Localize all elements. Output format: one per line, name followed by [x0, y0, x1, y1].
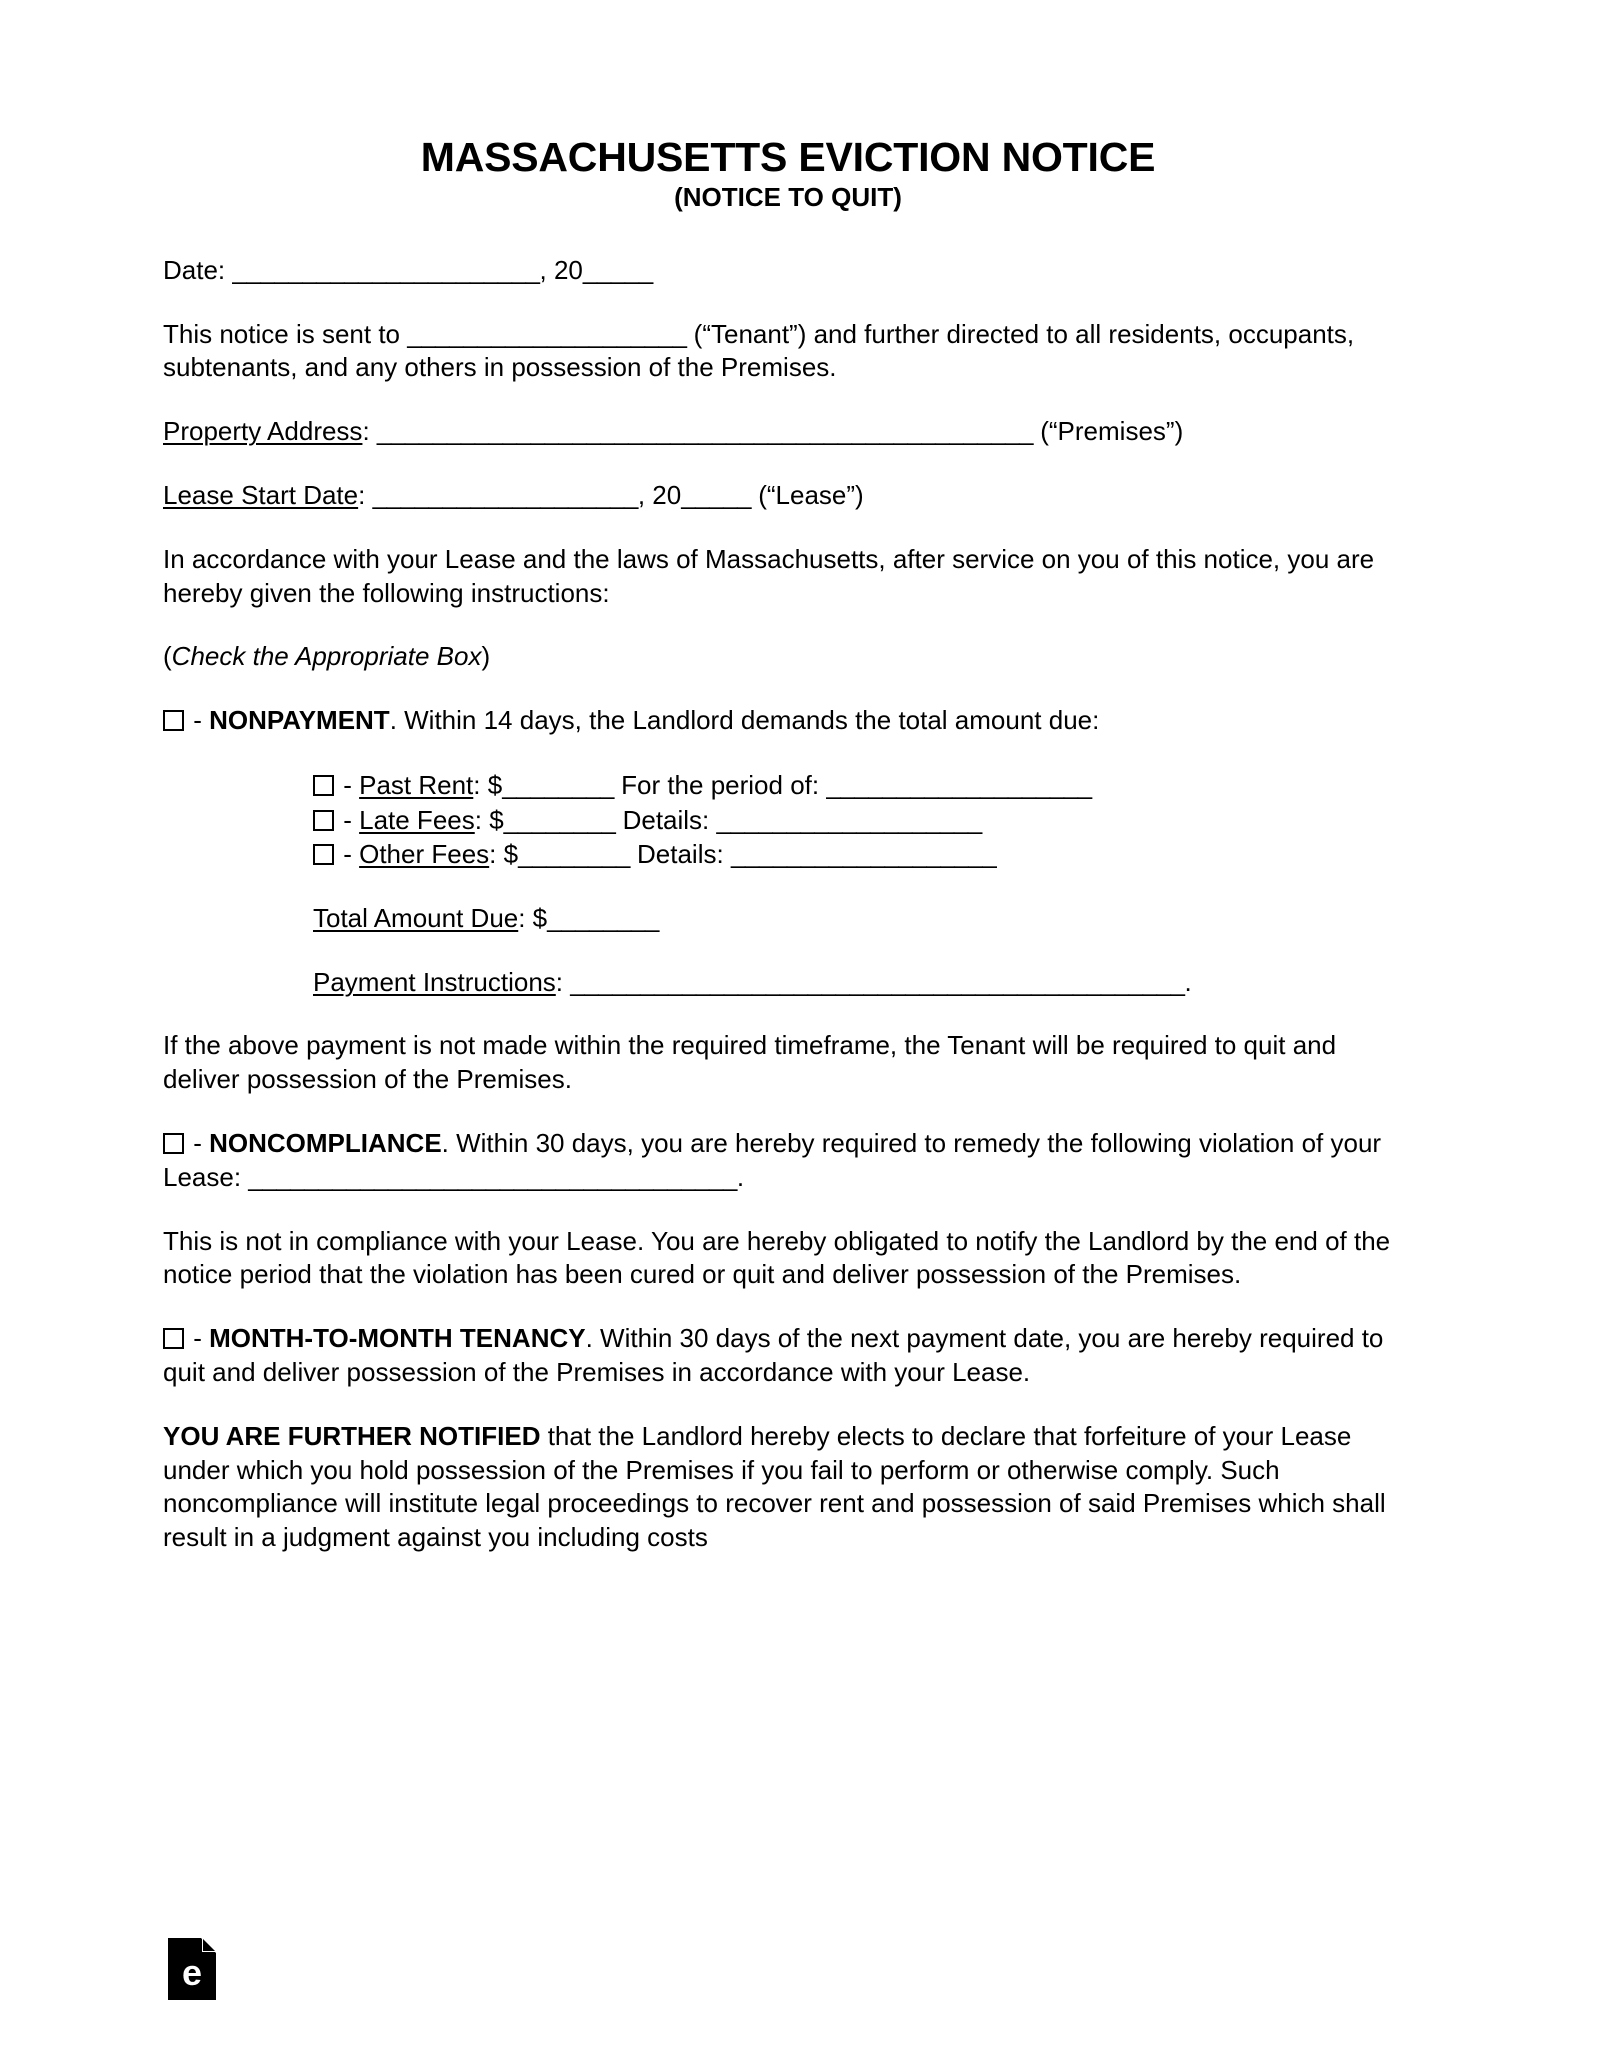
notice-sent-tail: (“Tenant”) and further directed to all residents, occupants, subtenants, and any others in possession of the Premises.: [163, 318, 1355, 383]
fee-dash: -: [336, 770, 360, 801]
fee-detail-label: Details:: [629, 839, 731, 870]
lease-start-date-line: [163, 479, 1413, 513]
eforms-logo-letter: e: [181, 1952, 203, 1993]
total-amount-due-label: Total Amount Due: [313, 902, 519, 933]
nonpayment-dash: -: [186, 705, 210, 736]
lease-start-date-tail: (“Lease”): [751, 480, 864, 511]
month-to-month-label: MONTH-TO-MONTH TENANCY: [209, 1323, 586, 1354]
noncompliance-period: .: [736, 1161, 745, 1192]
nonpayment-consequence-paragraph: If the above payment is not made within the required timeframe, the Tenant will be required to quit and deliver possession of the Premises.: [163, 1030, 1337, 1095]
noncompliance-violation-blank[interactable]: ___________________________________: [248, 1161, 737, 1192]
fee-row[interactable]: [313, 768, 1413, 803]
lease-start-date-comma-year: , 20: [637, 480, 682, 511]
page-title: MASSACHUSETTS EVICTION NOTICE: [420, 134, 1156, 180]
noncompliance-dash: -: [186, 1127, 210, 1158]
fee-amount-blank[interactable]: ________: [502, 770, 614, 801]
eforms-document-icon: [168, 1938, 216, 2000]
noncompliance-label: NONCOMPLIANCE: [209, 1127, 442, 1158]
lease-start-date-colon: :: [358, 480, 373, 511]
lease-start-date-blank[interactable]: ___________________: [372, 480, 638, 511]
nonpayment-text: . Within 14 days, the Landlord demands the total amount due:: [389, 705, 1100, 736]
fee-detail-label: Details:: [615, 804, 717, 835]
fee-amount-blank[interactable]: ________: [518, 839, 630, 870]
date-label: Date:: [163, 254, 226, 285]
payment-instructions-blank[interactable]: ____________________________________________: [570, 966, 1185, 997]
fee-colon-dollar: : $: [474, 804, 504, 835]
fee-detail-blank[interactable]: ___________________: [716, 804, 982, 835]
fee-label: Past Rent: [359, 770, 474, 801]
empty-checkbox-icon[interactable]: [163, 1133, 184, 1154]
fee-label: Late Fees: [359, 804, 475, 835]
payment-instructions-label: Payment Instructions: [313, 966, 556, 997]
eforms-logo-svg: [168, 1938, 216, 2000]
property-address-label: Property Address: [163, 416, 363, 447]
further-notice-label: YOU ARE FURTHER NOTIFIED: [163, 1420, 541, 1451]
total-amount-due-colon-dollar: : $: [518, 902, 548, 933]
further-notice-text: that the Landlord hereby elects to declare that forfeiture of your Lease under which you hold possession of the Premises if you fail to perform or otherwise comply. Such noncompliance will institute legal proceedings to recover rent and possession of said Premises which shall result in a judgment against you including costs: [163, 1420, 1386, 1553]
date-year-blank[interactable]: _____: [582, 254, 653, 285]
document-content: [163, 135, 1413, 1555]
fee-row[interactable]: [313, 837, 1413, 872]
total-amount-due-blank[interactable]: ________: [547, 902, 659, 933]
noncompliance-text: . Within 30 days, you are hereby required to remedy the following violation of your Lease:: [163, 1127, 1382, 1192]
total-amount-due-line: [313, 902, 1413, 936]
fee-detail-blank[interactable]: ___________________: [730, 839, 997, 870]
fee-colon-dollar: : $: [489, 839, 519, 870]
fee-rows: [313, 768, 1413, 999]
empty-checkbox-icon[interactable]: [313, 844, 334, 865]
fee-colon-dollar: : $: [473, 770, 503, 801]
fee-dash: -: [336, 839, 360, 870]
lease-start-year-blank[interactable]: _____: [681, 480, 752, 511]
fee-amount-blank[interactable]: ________: [503, 804, 616, 835]
month-to-month-text: . Within 30 days of the next payment date, you are hereby required to quit and deliver possession of the Premises in accordance with your Lease.: [163, 1323, 1384, 1387]
fee-dash: -: [336, 804, 360, 835]
tenant-name-blank[interactable]: ____________________: [407, 318, 687, 349]
open-paren: (: [163, 641, 172, 672]
notice-sent-lead: This notice is sent to: [163, 318, 408, 349]
fee-detail-blank[interactable]: ___________________: [826, 770, 1092, 801]
nonpayment-label: NONPAYMENT: [209, 705, 390, 736]
notice-recipient-paragraph: [163, 318, 1413, 386]
option-nonpayment[interactable]: [163, 704, 1413, 738]
empty-checkbox-icon[interactable]: [163, 1328, 184, 1349]
option-month-to-month[interactable]: [163, 1322, 1413, 1390]
payment-instructions-period: .: [1184, 966, 1192, 997]
payment-instructions-colon: :: [555, 966, 571, 997]
check-box-instruction: [163, 640, 1413, 674]
close-paren: ): [481, 641, 491, 672]
accordance-paragraph: In accordance with your Lease and the laws of Massachusetts, after service on you of this notice, you are hereby given the following instructions:: [163, 543, 1375, 608]
fee-detail-label: For the period of:: [613, 770, 827, 801]
page-subtitle: (NOTICE TO QUIT): [674, 182, 902, 213]
empty-checkbox-icon[interactable]: [163, 710, 184, 731]
fee-label: Other Fees: [359, 839, 490, 870]
payment-instructions-line: [313, 966, 1413, 1000]
noncompliance-consequence-paragraph: This is not in compliance with your Lease. You are hereby obligated to notify the Landlord by the end of the notice period that the violation has been cured or quit and deliver possession of the Premises.: [163, 1225, 1391, 1290]
month-to-month-dash: -: [186, 1323, 210, 1354]
lease-start-date-label: Lease Start Date: [163, 480, 359, 511]
property-address-colon: :: [362, 416, 377, 447]
date-blank[interactable]: ______________________: [232, 254, 540, 285]
empty-checkbox-icon[interactable]: [313, 775, 334, 796]
property-address-blank[interactable]: _______________________________________________: [376, 416, 1034, 447]
date-line: [163, 254, 1413, 288]
date-comma-year: , 20: [539, 254, 583, 285]
further-notice-paragraph: [163, 1420, 1413, 1555]
property-address-tail: (“Premises”): [1033, 416, 1184, 447]
empty-checkbox-icon[interactable]: [313, 810, 334, 831]
check-box-instruction-text: Check the Appropriate Box: [171, 641, 482, 672]
option-noncompliance[interactable]: [163, 1127, 1413, 1195]
property-address-line: [163, 415, 1413, 449]
fee-row[interactable]: [313, 803, 1413, 838]
